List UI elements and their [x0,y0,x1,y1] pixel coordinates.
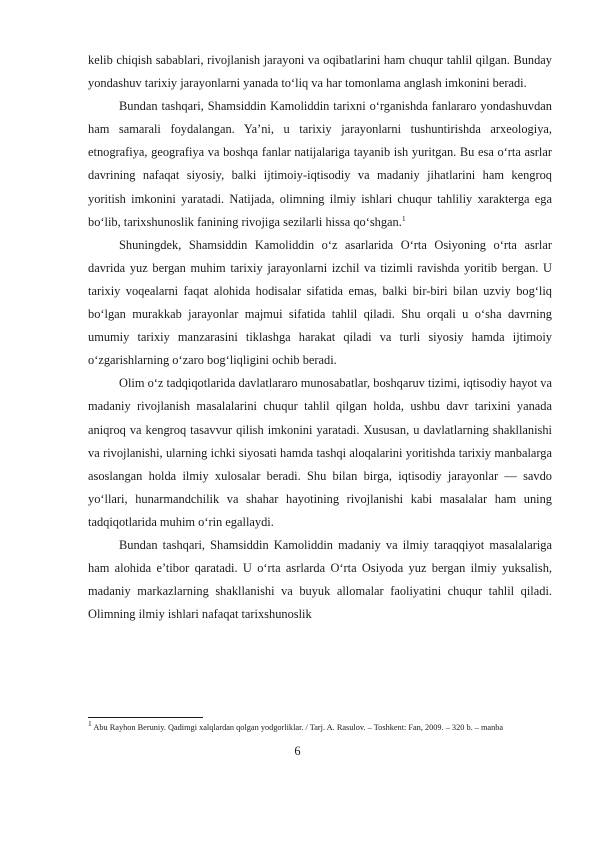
body-text [88,49,552,626]
paragraph-5 [88,534,552,626]
page-number: 6 [294,744,301,758]
paragraph-1-text: kelib chiqish sabablari, rivojlanish jarayoni va oqibatlarini ham chuqur tahlil qilgan. Bunday yondashuv tarixiy jarayonlarni yanada to‘liq va har tomonlama anglash imkonini beradi. [88,53,552,91]
footnote-separator [88,717,203,718]
footnote-text: Abu Rayhon Beruniy. Qadimgi xalqlardan qolgan yodgorliklar. / Tarj. A. Rasulov. – Toshkent: Fan, 2009. – 320 b. – manba [93,723,504,732]
paragraph-2 [88,95,552,234]
footnote-number: 1 [88,719,92,729]
paragraph-2-text: Bundan tashqari, Shamsiddin Kamoliddin tarixni o‘rganishda fanlararo yondashuvdan ham samarali foydalangan. Ya’ni, u tarixiy jarayonlarni tushuntirishda arxeologiya, etnografiya, geografiya va boshqa fanlar natijalariga tayanib ish yuritgan. Bu esa o‘rta asrlar davrining nafaqat siyosiy, balki ijtimoiy-iqtisodiy va madaniy jihatlarini ham kengroq yoritish imkonini yaratadi. Natijada, olimning ilmiy ishlari chuqur tahliliy xarakterga ega bo‘lib, tarixshunoslik fanining rivojiga sezilarli hissa qo‘shgan. [88,99,552,229]
footnote [88,719,552,734]
paragraph-3-text: Shuningdek, Shamsiddin Kamoliddin o‘z asarlarida O‘rta Osiyoning o‘rta asrlar davrida yuz bergan muhim tarixiy jarayonlarni izchil va tizimli ravishda yoritib bergan. U tarixiy voqealarni faqat alohida hodisalar sifatida emas, balki bir-biri bilan uzviy bog‘liq bo‘lgan murakkab jarayonlar majmui sifatida tahlil qiladi. Shu orqali u o‘sha davrning umumiy tarixiy manzarasini tiklashga harakat qiladi va turli siyosiy hamda ijtimoiy o‘zgarishlarning o‘zaro bog‘liqligini ochib beradi. [88,237,552,368]
paragraph-1 [88,49,552,95]
footnote-reference[interactable]: 1 [401,213,406,223]
paragraph-3 [88,234,552,373]
paragraph-4-text: Olim o‘z tadqiqotlarida davlatlararo munosabatlar, boshqaruv tizimi, iqtisodiy hayot va madaniy rivojlanish masalalarini chuqur tahlil qilgan holda, ushbu davr tarixini yanada aniqroq va kengroq tasavvur qilish imkonini yaratadi. Xususan, u davlatlarning shakllanishi va rivojlanishi, ularning ichki siyosati hamda tashqi aloqalarini yoritishda tarixiy manbalarga asoslangan holda ilmiy xulosalar beradi. Shu bilan birga, iqtisodiy jarayonlar — savdo yo‘llari, hunarmandchilik va shahar hayotining rivojlanishi kabi masalalar ham uning tadqiqotlarida muhim o‘rin egallaydi. [88,376,552,529]
paragraph-5-text: Bundan tashqari, Shamsiddin Kamoliddin madaniy va ilmiy taraqqiyot masalalariga ham alohida e’tibor qaratadi. U o‘rta asrlarda O‘rta Osiyoda yuz bergan ilmiy yuksalish, madaniy markazlarning shakllanishi va buyuk allomalar faoliyatini chuqur tahlil qiladi. Olimning ilmiy ishlari nafaqat tarixshunoslik [88,537,552,622]
paragraph-4 [88,372,552,534]
